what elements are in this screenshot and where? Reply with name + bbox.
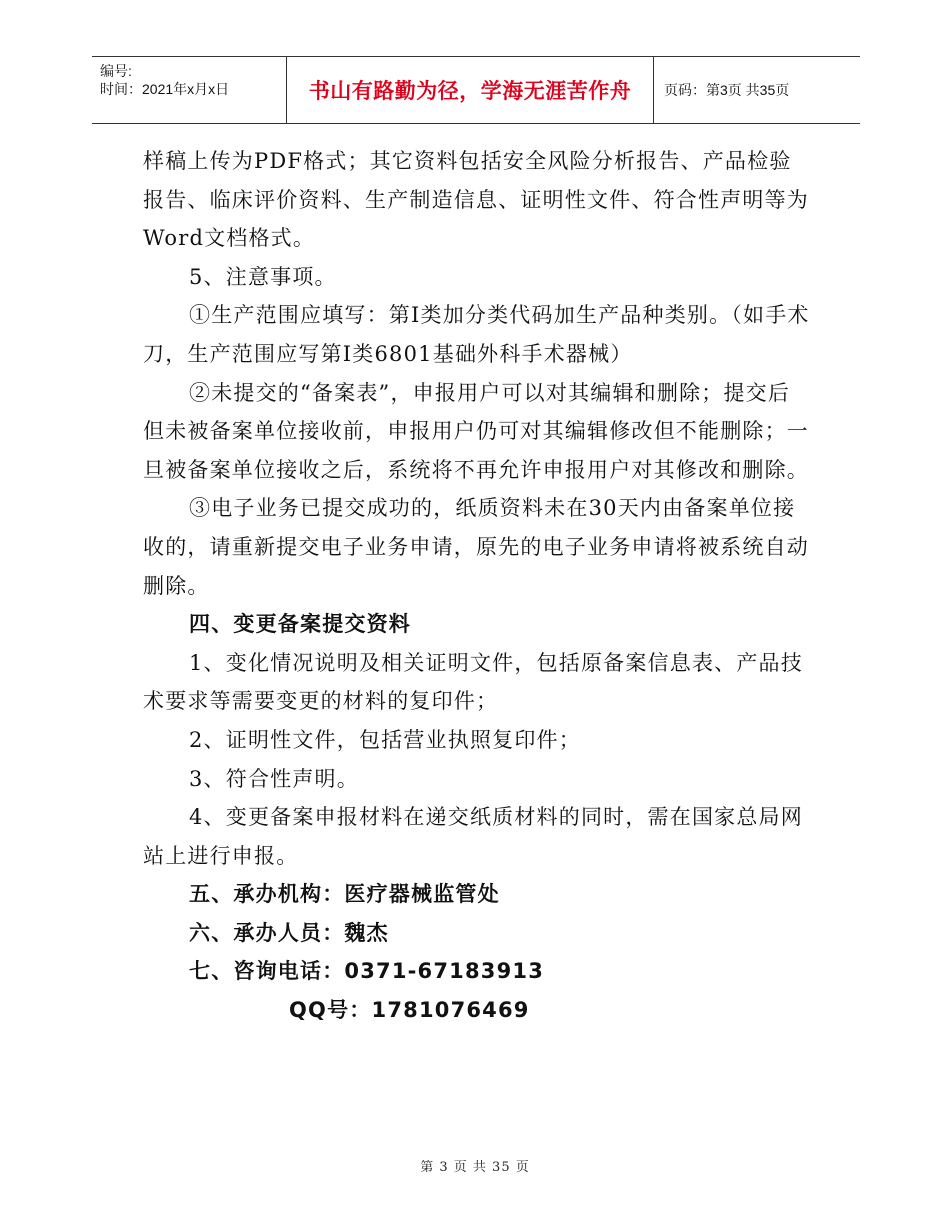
paragraph-notes-title: 5、注意事项。 — [189, 264, 337, 289]
paragraph-item-2: 2、证明性文件，包括营业执照复印件； — [189, 727, 581, 752]
paragraph-item-3: 3、符合性声明。 — [189, 766, 359, 791]
motto-text: 书山有路勤为径，学海无涯苦作舟 — [308, 80, 632, 103]
header-page-info: 页码：第3页 共35页 — [664, 82, 790, 98]
header-meta — [92, 57, 287, 123]
time-label: 时间：2021年x月x日 — [100, 81, 230, 97]
page-header — [92, 56, 860, 124]
paragraph-note-2: ②未提交的“备案表”，申报用户可以对其编辑和删除；提交后但未被备案单位接收前，申报用户仍可对其编辑修改但不能删除；一旦被备案单位接收之后，系统将不再允许申报用户对其修改和删除。 — [143, 380, 809, 482]
section-heading-4: 四、变更备案提交资料 — [189, 612, 411, 637]
qq-number: QQ号：1781076469 — [289, 998, 530, 1023]
header-page-cell — [654, 57, 860, 123]
header-motto-cell — [287, 57, 654, 123]
section-heading-7: 七、咨询电话：0371-67183913 — [189, 959, 545, 984]
paragraph-item-1: 1、变化情况说明及相关证明文件，包括原备案信息表、产品技术要求等需要变更的材料的复印件； — [143, 650, 803, 714]
paragraph-note-1: ①生产范围应填写：第Ⅰ类加分类代码加生产品种类别。（如手术刀，生产范围应写第Ⅰ类6801基础外科手术器械） — [143, 303, 810, 366]
paragraph-note-3: ③电子业务已提交成功的，纸质资料未在30天内由备案单位接收的，请重新提交电子业务申请，原先的电子业务申请将被系统自动删除。 — [143, 496, 809, 598]
paragraph-format: 样稿上传为PDF格式；其它资料包括安全风险分析报告、产品检验报告、临床评价资料、生产制造信息、证明性文件、符合性声明等为Word文档格式。 — [143, 149, 809, 251]
number-label: 编号: — [100, 63, 132, 79]
paragraph-item-4: 4、变更备案申报材料在递交纸质材料的同时，需在国家总局网站上进行申报。 — [143, 805, 803, 868]
page-footer: 第 3 页 共 35 页 — [420, 1160, 530, 1175]
section-heading-5: 五、承办机构：医疗器械监管处 — [189, 882, 500, 907]
document-body — [143, 142, 811, 1030]
section-heading-6: 六、承办人员：魏杰 — [189, 920, 389, 945]
